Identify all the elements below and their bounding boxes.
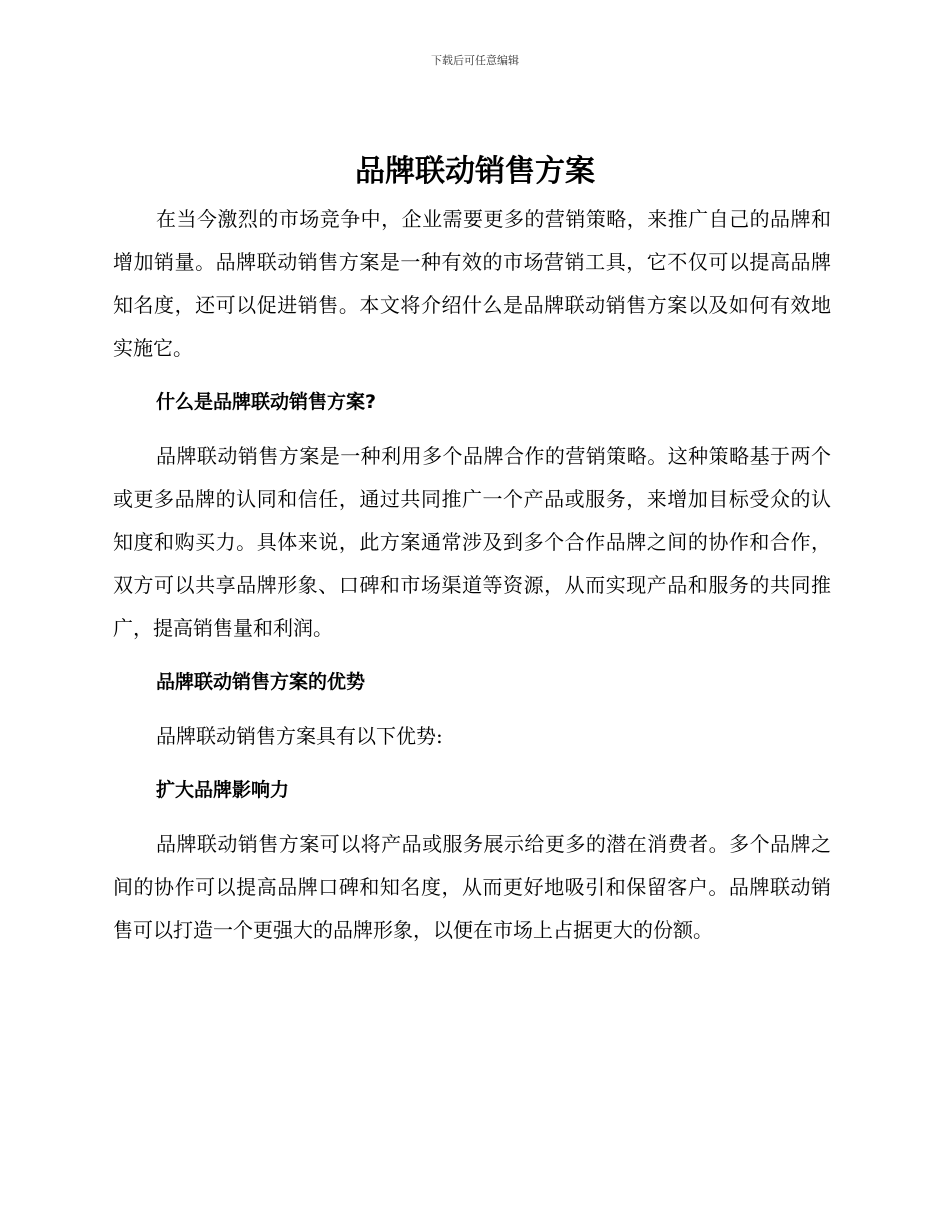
intro-paragraph: 在当今激烈的市场竞争中，企业需要更多的营销策略，来推广自己的品牌和增加销量。品牌联动销售方案是一种有效的市场营销工具，它不仅可以提高品牌知名度，还可以促进销售。本文将介绍什么是品牌联动销售方案以及如何有效地实施它。 xyxy=(113,207,831,360)
document-title: 品牌联动销售方案 xyxy=(355,154,595,189)
header-note: 下载后可任意编辑 xyxy=(431,54,519,67)
section-heading-brand-influence: 扩大品牌影响力 xyxy=(156,779,290,801)
section-heading-advantages: 品牌联动销售方案的优势 xyxy=(156,671,366,693)
document-body xyxy=(113,198,831,963)
section-paragraph-what-is: 品牌联动销售方案是一种利用多个品牌合作的营销策略。这种策略基于两个或更多品牌的认同和信任，通过共同推广一个产品或服务，来增加目标受众的认知度和购买力。具体来说，此方案通常涉及到多个合作品牌之间的协作和合作，双方可以共享品牌形象、口碑和市场渠道等资源，从而实现产品和服务的共同推广，提高销售量和利润。 xyxy=(113,444,831,640)
section-paragraph-brand-influence: 品牌联动销售方案可以将产品或服务展示给更多的潜在消费者。多个品牌之间的协作可以提高品牌口碑和知名度，从而更好地吸引和保留客户。品牌联动销售可以打造一个更强大的品牌形象，以便在市场上占据更大的份额。 xyxy=(113,832,831,942)
section-paragraph-advantages: 品牌联动销售方案具有以下优势: xyxy=(156,724,443,748)
section-heading-what-is: 什么是品牌联动销售方案? xyxy=(156,391,377,413)
